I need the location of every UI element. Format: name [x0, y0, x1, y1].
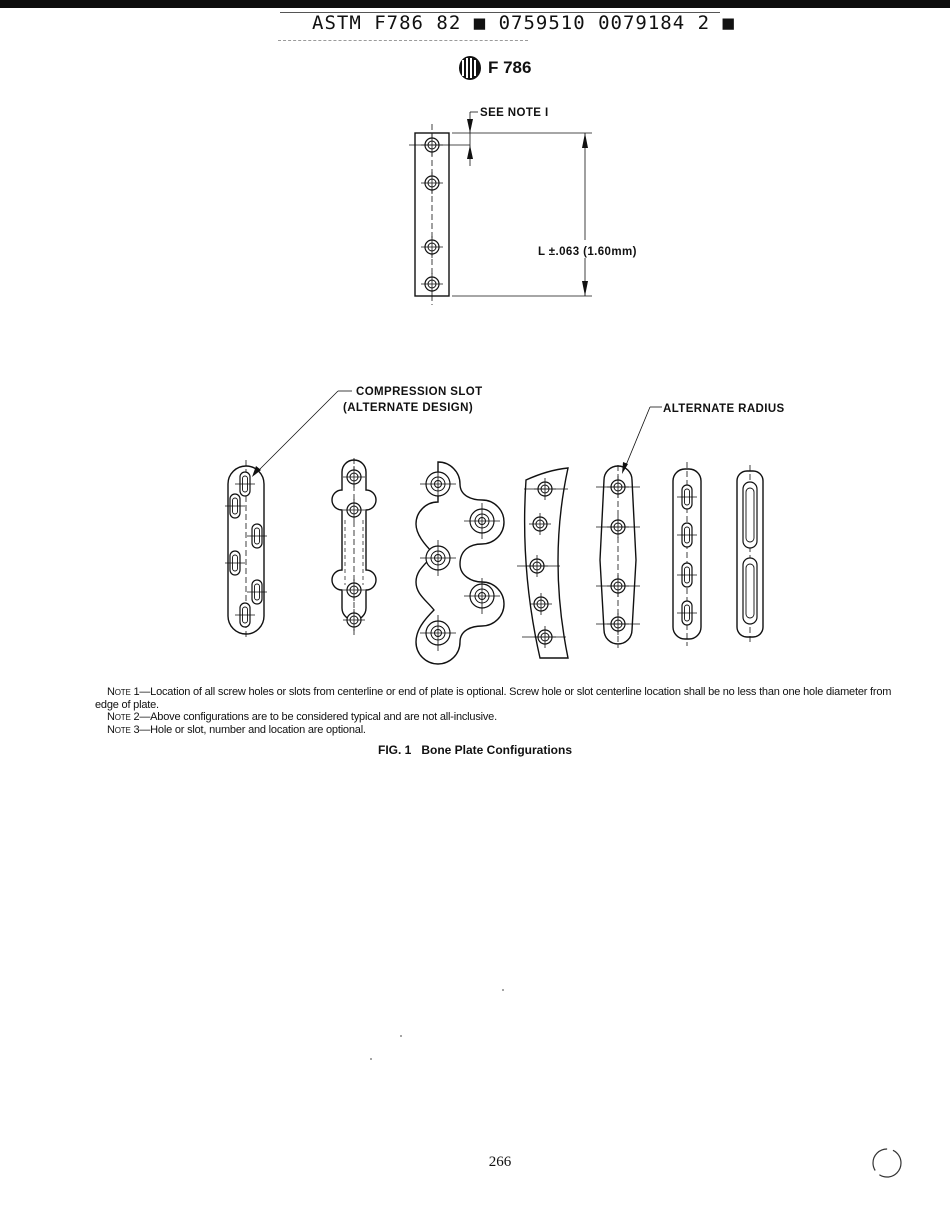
note-1	[95, 686, 910, 711]
alternate-design-label: (ALTERNATE DESIGN)	[343, 402, 474, 414]
page-number: 266	[488, 1154, 512, 1170]
corner-circle-mark	[870, 1146, 904, 1180]
note-3-tag: Note	[107, 723, 131, 736]
figure-number: FIG. 1	[377, 743, 412, 757]
scan-speck	[400, 1035, 402, 1037]
document-code-header: ASTM F786 82 ■ 0759510 0079184 2 ■	[312, 12, 735, 34]
scan-speck	[502, 989, 504, 991]
compression-slot-plate	[225, 460, 267, 640]
length-tolerance-label: L ±.063 (1.60mm)	[538, 246, 637, 258]
figure-caption	[0, 743, 950, 757]
long-slot-plate	[737, 465, 763, 645]
alternate-radius-label: ALTERNATE RADIUS	[663, 403, 785, 415]
note-2	[95, 711, 910, 724]
figure-notes	[95, 686, 910, 736]
compression-slot-label: COMPRESSION SLOT	[356, 386, 483, 398]
curved-radius-plate	[517, 468, 568, 658]
note-2-text: 2—Above configurations are to be considered typical and are not all-inclusive.	[130, 711, 497, 723]
cloverleaf-plate	[416, 462, 504, 664]
callout-labels	[252, 386, 785, 477]
note-3	[95, 724, 910, 737]
see-note-label: SEE NOTE I	[480, 107, 549, 119]
note-1-tag: Note	[107, 686, 131, 698]
note-1-text: 1—Location of all screw holes or slots from centerline or end of plate is optional. Screw hole or slot centerline location shall be no less than one hole diameter from edge of plate.	[95, 686, 892, 711]
note-2-tag: Note	[107, 711, 131, 723]
alternate-radius-plate	[596, 465, 640, 648]
scan-speck	[370, 1058, 372, 1060]
note-3-text: 3—Hole or slot, number and location are optional.	[130, 723, 366, 736]
multi-slot-plate	[673, 462, 701, 646]
waisted-straight-plate	[332, 458, 376, 636]
figure-title: Bone Plate Configurations	[421, 743, 573, 757]
dimensioned-straight-plate	[409, 107, 645, 305]
standard-designation: F 786	[488, 58, 532, 77]
